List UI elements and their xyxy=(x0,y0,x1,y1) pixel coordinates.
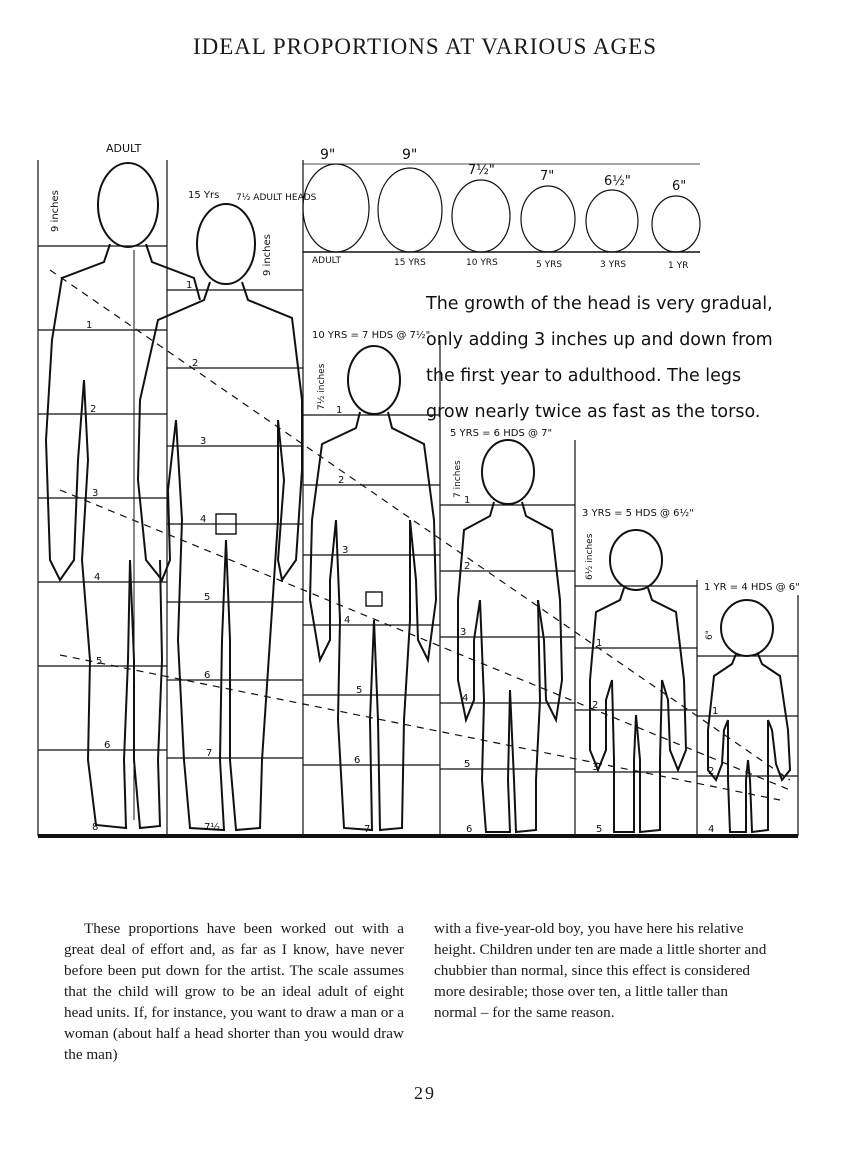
unit-number: 2 xyxy=(338,475,345,486)
unit-number: 3 xyxy=(200,436,207,447)
fifteen-foot-label: 7½ xyxy=(204,822,221,833)
figure-five xyxy=(458,440,562,832)
head-measure-2: 7½" xyxy=(468,163,495,178)
five-height-label: 7 inches xyxy=(453,460,463,498)
growth-note: The growth of the head is very gradual, only adding 3 inches up and down from the first year to adulthood. The legs grow nearly twice as fast as the torso. xyxy=(426,294,773,422)
fifteen-unit-lines xyxy=(167,290,303,758)
head-label-4: 3 YRS xyxy=(600,260,627,270)
unit-number: 2 xyxy=(192,358,199,369)
heads-row xyxy=(303,164,700,252)
figure-fifteen xyxy=(138,204,302,830)
head-label-3: 5 YRS xyxy=(536,260,563,270)
page-title: IDEAL PROPORTIONS AT VARIOUS AGES xyxy=(192,34,657,59)
ten-height-label: 7½ inches xyxy=(317,363,327,410)
unit-number: 2 xyxy=(464,561,471,572)
unit-number: 1 xyxy=(464,495,471,506)
unit-number: 1 xyxy=(86,320,93,331)
one-unit-numbers xyxy=(708,706,718,835)
body-column-right: with a five-year-old boy, you have here his relative height. Children under ten are made a little shorter and chubbier than normal, since this effect is considered more desirable; those over ten, a little taller than normal – for the same reason. xyxy=(434,920,767,1021)
adult-unit-lines xyxy=(38,246,167,750)
unit-number: 2 xyxy=(592,700,599,711)
unit-number: 1 xyxy=(712,706,719,717)
unit-number: 1 xyxy=(186,280,193,291)
unit-number: 6 xyxy=(104,740,111,751)
three-unit-numbers xyxy=(592,638,602,835)
head-label-5: 1 YR xyxy=(668,261,689,271)
three-height-label: 6½ inches xyxy=(585,533,595,580)
ten-foot-label: 7 xyxy=(364,824,371,835)
head-measure-5: 6" xyxy=(672,179,687,194)
head-label-1: 15 YRS xyxy=(394,258,426,268)
unit-number: 4 xyxy=(344,615,351,626)
unit-number: 3 xyxy=(342,545,349,556)
head-5 xyxy=(521,186,575,252)
fifteen-title-top: 15 Yrs xyxy=(188,190,220,201)
unit-number: 4 xyxy=(200,514,207,525)
three-title: 3 YRS = 5 HDS @ 6½" xyxy=(582,508,694,519)
figure-adult xyxy=(46,163,200,828)
five-title: 5 YRS = 6 HDS @ 7" xyxy=(450,428,553,439)
unit-number: 5 xyxy=(464,759,471,770)
unit-number: 7 xyxy=(206,748,213,759)
unit-number: 6 xyxy=(204,670,211,681)
unit-number: 5 xyxy=(204,592,211,603)
fifteen-height-label: 9 inches xyxy=(262,234,273,276)
head-measure-3: 7" xyxy=(540,169,555,184)
five-foot-label: 6 xyxy=(466,824,473,835)
unit-number: 5 xyxy=(96,656,103,667)
three-foot-label: 5 xyxy=(596,824,603,835)
unit-number: 4 xyxy=(94,572,101,583)
ten-unit-lines xyxy=(303,415,440,765)
one-title: 1 YR = 4 HDS @ 6" xyxy=(704,582,800,593)
head-measure-0: 9" xyxy=(320,147,336,163)
page-number: 29 xyxy=(414,1083,436,1103)
unit-number: 1 xyxy=(596,638,603,649)
figure-ten xyxy=(310,346,436,830)
fifteen-title-adult: 7½ ADULT HEADS xyxy=(236,193,317,203)
head-adult xyxy=(303,164,369,252)
one-foot-label: 4 xyxy=(708,824,715,835)
one-height-label: 6" xyxy=(705,630,715,640)
head-1 xyxy=(652,196,700,252)
head-measure-1: 9" xyxy=(402,147,418,163)
unit-number: 1 xyxy=(336,405,343,416)
adult-title: ADULT xyxy=(106,142,142,155)
unit-number: 3 xyxy=(460,627,467,638)
unit-number: 6 xyxy=(354,755,361,766)
adult-foot-label: 8 xyxy=(92,822,99,833)
unit-number: 4 xyxy=(462,693,469,704)
body-column-left: These proportions have been worked out with a great deal of effort and, as far as I know, have never before been put down for the artist. The scale assumes that the child will grow to be an ideal adult of eight head units. If, for instance, you want to draw a man or a woman (about half a head shorter than you would draw the man) xyxy=(64,920,404,1063)
unit-number: 2 xyxy=(708,766,715,777)
adult-unit-numbers xyxy=(86,320,114,833)
ten-title: 10 YRS = 7 HDS @ 7½" xyxy=(312,330,431,341)
diagonal-lower xyxy=(60,655,780,800)
head-label-2: 10 YRS xyxy=(466,258,498,268)
head-measure-4: 6½" xyxy=(604,174,631,189)
head-15 xyxy=(378,168,442,252)
adult-height-label: 9 inches xyxy=(50,190,61,232)
unit-number: 2 xyxy=(90,404,97,415)
unit-number: 3 xyxy=(92,488,99,499)
figure-three xyxy=(590,530,686,832)
unit-number: 5 xyxy=(356,685,363,696)
head-10 xyxy=(452,180,510,252)
head-label-0: ADULT xyxy=(312,256,341,266)
fifteen-unit-numbers xyxy=(186,280,220,833)
head-3 xyxy=(586,190,638,252)
unit-number: 3 xyxy=(592,762,599,773)
